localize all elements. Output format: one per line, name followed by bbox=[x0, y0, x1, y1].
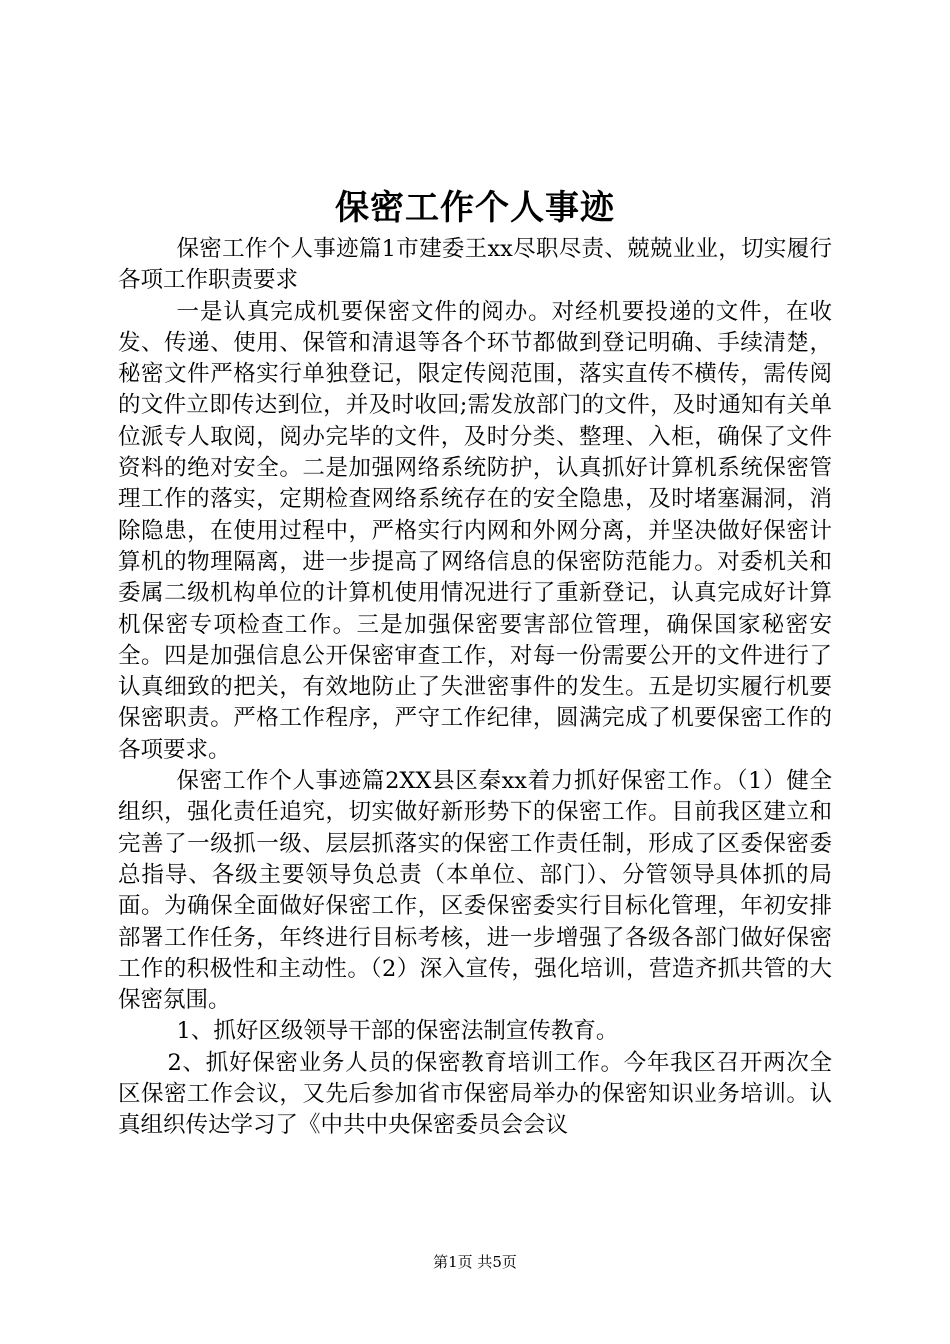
document-page bbox=[118, 186, 832, 1142]
document-title: 保密工作个人事迹 bbox=[335, 188, 615, 228]
paragraph-body-1: 一是认真完成机要保密文件的阅办。对经机要投递的文件，在收发、传递、使用、保管和清退等各个环节都做到登记明确、手续清楚，秘密文件严格实行单独登记，限定传阅范围，落实直传不横传，需传阅的文件立即传达到位，并及时收回;需发放部门的文件，及时通知有关单位派专人取阅，阅办完毕的文件，及时分类、整理、入柜，确保了文件资料的绝对安全。二是加强网络系统防护，认真抓好计算机系统保密管理工作的落实，定期检查网络系统存在的安全隐患，及时堵塞漏洞，消除隐患，在使用过程中，严格实行内网和外网分离，并坚决做好保密计算机的物理隔离，进一步提高了网络信息的保密防范能力。对委机关和委属二级机构单位的计算机使用情况进行了重新登记，认真完成好计算机保密专项检查工作。三是加强保密要害部位管理，确保国家秘密安全。四是加强信息公开保密审查工作，对每一份需要公开的文件进行了认真细致的把关，有效地防止了失泄密事件的发生。五是切实履行机要保密职责。严格工作程序，严守工作纪律，圆满完成了机要保密工作的各项要求。 bbox=[118, 298, 832, 763]
paragraph-intro-2: 保密工作个人事迹篇2XX县区秦xx着力抓好保密工作。（1）健全组织，强化责任追究，切实做好新形势下的保密工作。目前我区建立和完善了一级抓一级、层层抓落实的保密工作责任制，形成了区委保密委总指导、各级主要领导负总责（本单位、部门）、分管领导具体抓的局面。为确保全面做好保密工作，区委保密委实行目标化管理，年初安排部署工作任务，年终进行目标考核，进一步增强了各级各部门做好保密工作的积极性和主动性。（2）深入宣传，强化培训，营造齐抓共管的大保密氛围。 bbox=[118, 768, 832, 1014]
paragraph-item-1: 1、抓好区级领导干部的保密法制宣传教育。 bbox=[176, 1018, 619, 1045]
page-footer: 第1页 共5页 bbox=[433, 1253, 517, 1271]
paragraph-item-2: 2、抓好保密业务人员的保密教育培训工作。今年我区召开两次全区保密工作会议，又先后参加省市保密局举办的保密知识业务培训。认真组织传达学习了《中共中央保密委员会会议 bbox=[118, 1049, 832, 1139]
paragraph-intro-1: 保密工作个人事迹篇1市建委王xx尽职尽责、兢兢业业，切实履行各项工作职责要求 bbox=[118, 236, 832, 294]
